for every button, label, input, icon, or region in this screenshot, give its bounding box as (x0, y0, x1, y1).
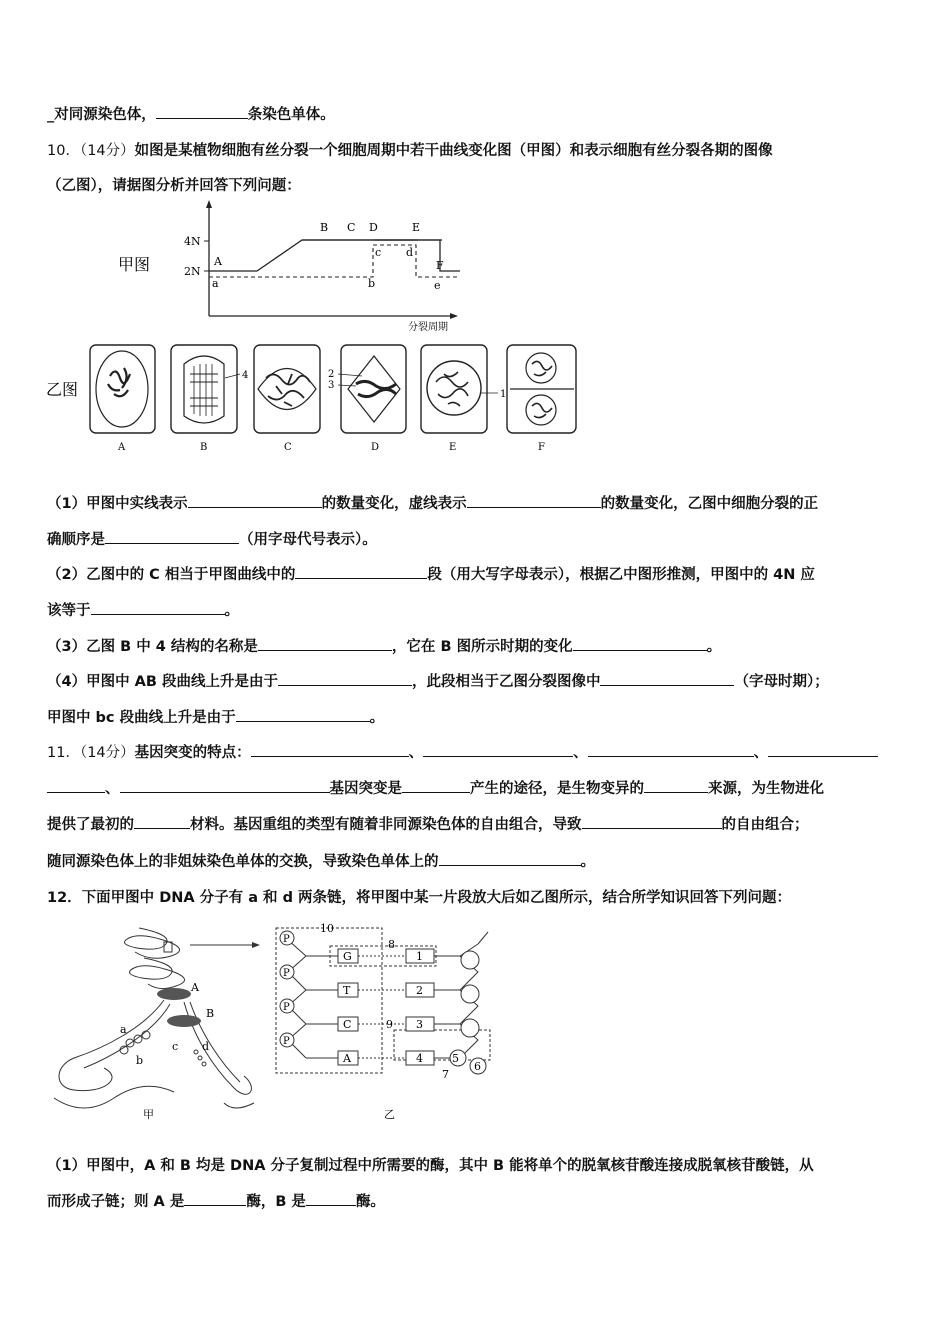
q10-p4-c: （字母时期）； (734, 674, 829, 690)
q9-tail-line (47, 103, 335, 124)
answer-blank[interactable] (134, 814, 190, 829)
struct-10: 10 (320, 922, 334, 935)
y-tick-2n: 2N (184, 265, 201, 278)
q12-number: 12． (47, 890, 82, 906)
pt-a: a (212, 277, 219, 290)
struct-1: 1 (416, 950, 423, 963)
q10-p4-e: 。 (369, 710, 385, 726)
q12-figure-svg (44, 918, 514, 1123)
phosphate-4: P (283, 1036, 290, 1047)
q11-l2-b: 产生的途径，是生物变异的 (470, 781, 644, 797)
cell-D (328, 345, 406, 453)
replication-fork (54, 928, 254, 1108)
q11-line2 (47, 777, 824, 798)
cell-B (171, 345, 248, 453)
q9-tail-text-a: _对同源染色体， (47, 107, 156, 123)
q10-p2-d: 。 (224, 603, 239, 619)
q11-l3-c: 的自由组合； (721, 817, 809, 833)
strand-b: b (136, 1054, 144, 1067)
q11-line4 (47, 850, 595, 871)
q10-p1-d: 确顺序是 (47, 532, 105, 548)
pt-e: e (434, 279, 441, 292)
strand-a: a (120, 1023, 127, 1036)
q11-score: （14分） (79, 745, 135, 761)
cell-C (254, 345, 320, 453)
answer-blank[interactable] (588, 742, 754, 757)
struct-3: 3 (416, 1018, 423, 1031)
cell-label-F: F (538, 442, 545, 453)
base-A: A (343, 1052, 351, 1065)
q10-p4-line2 (47, 706, 384, 727)
separator: 、 (105, 781, 120, 797)
q12-p1-b: 而形成子链；则 A 是 (47, 1194, 185, 1210)
q10-p3-b: ，它在 B 图所示时期的变化 (391, 639, 573, 655)
q11-line1 (47, 741, 878, 762)
pointer-4: 4 (242, 370, 249, 381)
answer-blank[interactable] (105, 529, 239, 544)
cell-E (421, 345, 506, 453)
q10-p4-b: ，此段相当于乙图分裂图像中 (411, 674, 601, 690)
q10-figure (44, 198, 580, 460)
enzyme-B (167, 1015, 201, 1027)
q10-p1-line1 (47, 492, 818, 513)
q10-score: （14分） (79, 143, 135, 159)
struct-9: 9 (386, 1018, 393, 1031)
q10-p4-line1 (47, 670, 829, 691)
q12-p1-c: 酶，B 是 (246, 1194, 306, 1210)
answer-blank[interactable] (188, 493, 322, 508)
struct-8: 8 (388, 938, 395, 951)
answer-blank[interactable] (278, 671, 412, 686)
q10-p2-line1 (47, 563, 815, 584)
q10-p4-d: 甲图中 bc 段曲线上升是由于 (47, 710, 236, 726)
cell-label-A: A (118, 442, 126, 453)
y-axis-arrow (206, 200, 212, 208)
pt-F: F (436, 259, 444, 272)
base-C: C (343, 1018, 352, 1031)
struct-2: 2 (416, 984, 423, 997)
q10-p2-a: （2）乙图中的 C 相当于甲图曲线中的 (47, 567, 296, 583)
q10-p1-line2 (47, 528, 377, 549)
q11-line3 (47, 813, 809, 834)
fig-jia-label: 甲图 (118, 255, 151, 274)
x-axis-label: 分裂周期 (408, 322, 448, 333)
y-tick-4n: 4N (184, 235, 201, 248)
cell-label-C: C (284, 442, 292, 453)
pointer-1: 1 (500, 389, 507, 400)
answer-blank[interactable] (120, 778, 330, 793)
answer-blank[interactable] (184, 1191, 246, 1206)
pt-c: c (375, 246, 382, 259)
pt-A: A (214, 255, 222, 268)
q12-stem-line (47, 886, 791, 907)
q10-figure-svg (44, 198, 580, 460)
pt-E: E (412, 221, 421, 234)
q10-stem-line2 (47, 174, 301, 195)
solid-curve-rise (209, 240, 418, 271)
answer-blank[interactable] (402, 778, 470, 793)
answer-blank[interactable] (768, 742, 878, 757)
answer-blank[interactable] (156, 104, 248, 119)
answer-blank[interactable] (582, 814, 722, 829)
solid-curve-spacer7 (302, 240, 418, 272)
q10-p1-b: 的数量变化，虚线表示 (321, 496, 467, 512)
q10-stem-1: 如图是某植物细胞有丝分裂一个细胞周期中若干曲线变化图（甲图）和表示细胞有丝分裂各期的图像 (134, 143, 773, 159)
q10-p3-a: （3）乙图 B 中 4 结构的名称是 (47, 639, 258, 655)
pt-D: D (369, 221, 378, 234)
pt-B: B (320, 221, 329, 234)
separator: 、 (573, 745, 588, 761)
enzyme-label-B: B (206, 1007, 215, 1020)
answer-blank[interactable] (467, 493, 601, 508)
pointer-2: 2 (328, 369, 335, 380)
cell-label-D: D (371, 442, 380, 453)
x-axis-arrow (450, 313, 458, 319)
pt-d: d (406, 246, 414, 259)
q12-stem: 下面甲图中 DNA 分子有 a 和 d 两条链，将甲图中某一片段放大后如乙图所示，结合所学知识回答下列问题： (81, 890, 792, 906)
pt-C: C (347, 221, 356, 234)
q10-p2-c: 该等于 (47, 603, 91, 619)
q10-stem-2: （乙图），请据图分析并回答下列问题： (47, 178, 301, 194)
cell-label-E: E (449, 442, 457, 453)
separator: 、 (753, 745, 769, 761)
q10-number: 10． (47, 143, 80, 159)
q10-p1-a: （1）甲图中实线表示 (47, 496, 188, 512)
q10-stem-line1 (47, 139, 773, 160)
separator: 、 (408, 745, 424, 761)
q10-p3-line (47, 635, 721, 656)
phosphate-3: P (283, 1002, 290, 1013)
q11-l1-a: 基因突变的特点： (134, 745, 251, 761)
q9-tail-text-b: 条染色单体。 (247, 107, 335, 123)
answer-blank[interactable] (306, 1191, 356, 1206)
q12-p1-a: （1）甲图中，A 和 B 均是 DNA 分子复制过程中所需要的酶，其中 B 能将单个的脱氧核苷酸连接成脱氧核苷酸链，从 (47, 1158, 814, 1174)
fig-jia-caption: 甲 (143, 1108, 154, 1121)
answer-blank[interactable] (295, 564, 427, 579)
q12-p1-d: 酶。 (355, 1194, 385, 1210)
q12-p1-line2 (47, 1190, 385, 1211)
struct-5: 5 (452, 1052, 459, 1065)
enzyme-label-A: A (191, 981, 199, 994)
answer-blank[interactable] (91, 600, 225, 615)
zoom-arrow-head (252, 942, 260, 948)
q11-l2-a: 基因突变是 (329, 781, 402, 797)
cell-label-B: B (200, 442, 208, 453)
q10-p3-c: 。 (706, 639, 722, 655)
q10-p2-b: 段（用大写字母表示），根据乙中图形推测，甲图中的 4N 应 (427, 567, 815, 583)
answer-blank[interactable] (600, 671, 734, 686)
enzyme-A (157, 988, 191, 1000)
cell-F (507, 345, 576, 453)
fig-yi-caption: 乙 (384, 1108, 395, 1121)
cell-A (90, 345, 155, 453)
q12-figure (44, 918, 514, 1123)
q11-l4-b: 。 (580, 854, 595, 870)
q11-l3-a: 提供了最初的 (47, 817, 134, 833)
answer-blank[interactable] (644, 778, 708, 793)
answer-blank[interactable] (236, 707, 370, 722)
phosphate-2: P (283, 968, 290, 979)
strand-d: d (202, 1040, 210, 1053)
struct-4: 4 (416, 1052, 423, 1065)
q11-l2-c: 来源，为生物进化 (708, 781, 824, 797)
answer-blank[interactable] (573, 636, 707, 651)
answer-blank[interactable] (423, 742, 573, 757)
base-T: T (343, 984, 351, 997)
phosphate-1: P (283, 934, 290, 945)
pointer-3: 3 (328, 380, 335, 391)
struct-7: 7 (442, 1068, 449, 1081)
dashed-curve (209, 245, 460, 277)
q12-p1-line1 (47, 1154, 814, 1175)
strand-c: c (172, 1040, 179, 1053)
answer-blank[interactable] (251, 742, 409, 757)
answer-blank[interactable] (439, 851, 581, 866)
base-G: G (343, 950, 352, 963)
fig-yi-label: 乙图 (46, 380, 79, 399)
q10-p1-e: （用字母代号表示）。 (239, 532, 377, 548)
q11-l3-b: 材料。基因重组的类型有随着非同源染色体的自由组合，导致 (190, 817, 582, 833)
answer-blank[interactable] (47, 778, 105, 793)
q10-p4-a: （4）甲图中 AB 段曲线上升是由于 (47, 674, 278, 690)
struct-6: 6 (474, 1060, 481, 1073)
q10-p1-c: 的数量变化，乙图中细胞分裂的正 (600, 496, 819, 512)
q10-p2-line2 (47, 599, 239, 620)
answer-blank[interactable] (258, 636, 392, 651)
q11-number: 11． (47, 745, 80, 761)
pt-b: b (368, 277, 376, 290)
q11-l4-a: 随同源染色体上的非姐妹染色单体的交换，导致染色单体上的 (47, 854, 439, 870)
